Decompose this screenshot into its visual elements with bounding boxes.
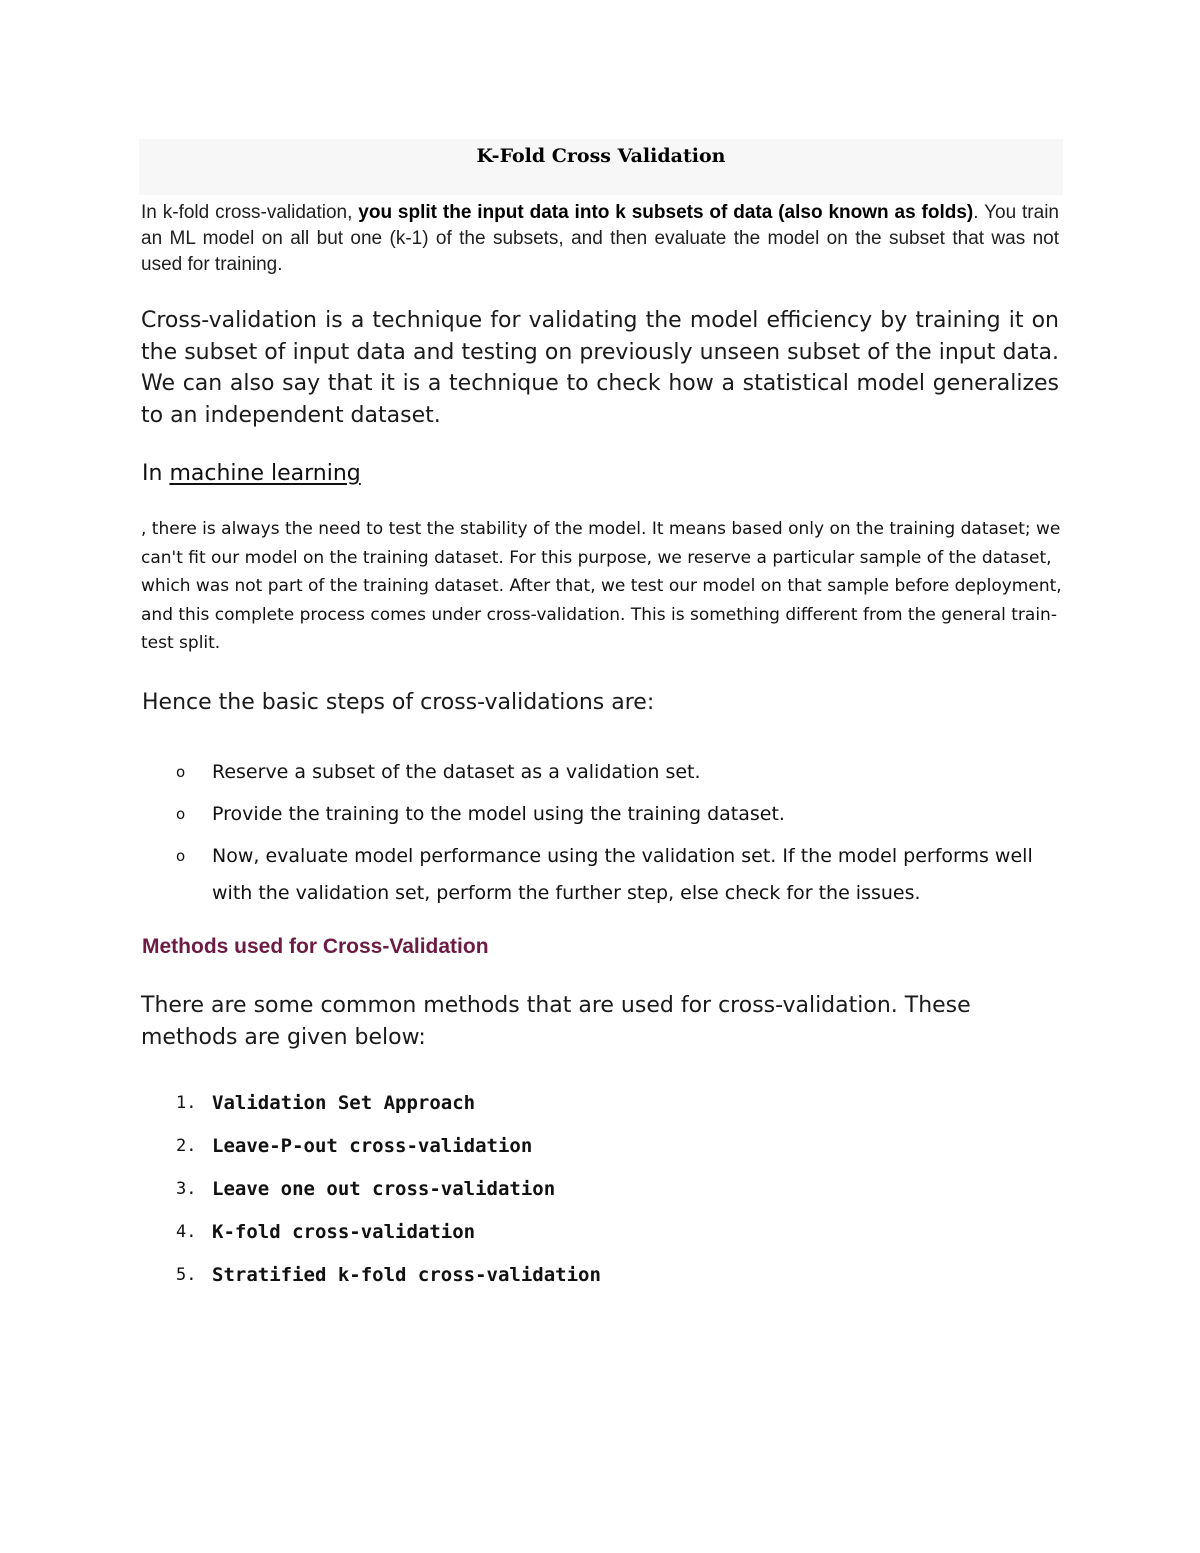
intro-bold-text: you split the input data into k subsets of data (also known as folds) (358, 202, 974, 223)
steps-heading: Hence the basic steps of cross-validations are: (142, 690, 655, 715)
bullet-marker: o (176, 805, 186, 823)
intro-text-end: . You train an ML model on all but one (k-1) of the subsets, and then evaluate the model on the subset that was not used for training. (141, 202, 1059, 275)
method-name: Validation Set Approach (212, 1092, 476, 1114)
bullet-marker: o (176, 763, 186, 781)
step-text: Now, evaluate model performance using the validation set. If the model performs well with the validation set, perform the further step, else check for the issues. (212, 845, 1033, 904)
method-name: Leave-P-out cross-validation (212, 1135, 533, 1157)
list-number: 2. (176, 1136, 197, 1156)
list-number: 1. (176, 1093, 197, 1113)
list-number: 4. (176, 1222, 197, 1242)
methods-intro: There are some common methods that are used for cross-validation. These methods are given below: (141, 993, 971, 1050)
list-number: 3. (176, 1179, 197, 1199)
definition-paragraph: Cross-validation is a technique for validating the model efficiency by training it on the subset of input data and testing on previously unseen subset of the input data. We can also say that it is a technique to check how a statistical model generalizes to an independent dataset. (141, 308, 1059, 428)
method-name: K-fold cross-validation (212, 1221, 476, 1243)
methods-heading: Methods used for Cross-Validation (142, 935, 489, 958)
list-number: 5. (176, 1265, 197, 1285)
intro-text-start: In k-fold cross-validation, (141, 202, 359, 223)
method-name: Stratified k-fold cross-validation (212, 1264, 601, 1286)
list-item (142, 838, 1072, 912)
list-item (142, 1259, 601, 1291)
methods-list (142, 1087, 601, 1302)
list-item (142, 1173, 601, 1205)
ml-heading (142, 459, 361, 489)
ml-paragraph: , there is always the need to test the stability of the model. It means based only on the training dataset; we can't fit our model on the training dataset. For this purpose, we reserve a particular sample of the dataset, which was not part of the training dataset. After that, we test our model on that sample before deployment, and this complete process comes under cross-validation. This is something different from the general train-test split. (141, 519, 1062, 654)
list-item (142, 754, 1072, 791)
intro-paragraph (141, 200, 1059, 278)
machine-learning-link[interactable]: machine learning (169, 461, 361, 486)
list-item (142, 1130, 601, 1162)
steps-list (142, 754, 1072, 917)
step-text: Reserve a subset of the dataset as a validation set. (212, 761, 701, 783)
step-text: Provide the training to the model using the training dataset. (212, 803, 785, 825)
ml-heading-prefix: In (142, 461, 170, 486)
list-item (142, 1087, 601, 1119)
list-item (142, 796, 1072, 833)
bullet-marker: o (176, 847, 186, 865)
list-item (142, 1216, 601, 1248)
method-name: Leave one out cross-validation (212, 1178, 556, 1200)
page-title: K-Fold Cross Validation (476, 145, 726, 167)
